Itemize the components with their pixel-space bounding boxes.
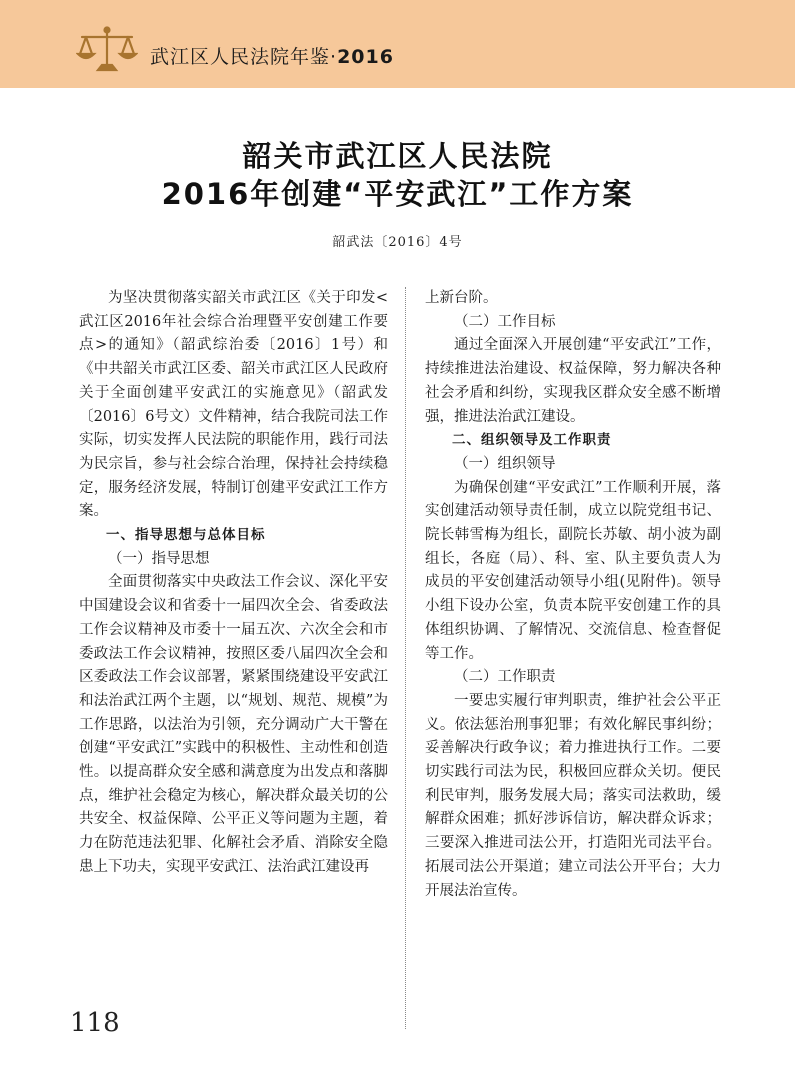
document-number: 韶武法〔2016〕4号 bbox=[332, 235, 463, 250]
continued-paragraph: 上新台阶。 bbox=[425, 290, 498, 306]
yearbook-name: 武江区人民法院年鉴 bbox=[150, 46, 331, 68]
yearbook-title bbox=[150, 42, 394, 69]
title-separator: · bbox=[330, 46, 338, 68]
subheading-work-goals: （二）工作目标 bbox=[454, 313, 556, 330]
section-heading-guiding-principles: 一、指导思想与总体目标 bbox=[106, 527, 266, 544]
work-goals-paragraph: 通过全面深入开展创建“平安武江”工作，持续推进法治建设、权益保障，努力解决各种社会矛盾和纠纷，实现我区群众安全感不断增强，推进法治武江建设。 bbox=[425, 337, 721, 425]
column-divider bbox=[405, 287, 406, 1029]
document-title-line2: 2016年创建“平安武江”工作方案 bbox=[161, 177, 634, 211]
responsibilities-paragraph: 一要忠实履行审判职责，维护社会公平正义。依法惩治刑事犯罪；有效化解民事纠纷；妥善解决行政争议；着力推进执行工作。二要切实践行司法为民，积极回应群众关切。便民利民审判，服务发展大局；落实司法救助，缓解群众困难；抓好涉诉信访，解决群众诉求；三要深入推进司法公开，打造阳光司法平台。拓展司法公开渠道；建立司法公开平台；大力开展法治宣传。 bbox=[425, 692, 721, 899]
scales-of-justice-icon bbox=[76, 24, 138, 76]
page-header bbox=[0, 0, 795, 88]
guiding-ideology-paragraph: 全面贯彻落实中央政法工作会议、深化平安中国建设会议和省委十一届四次全会、省委政法工作会议精神及市委十一届五次、六次全会和市委政法工作会议精神，按照区委八届四次全会和区委政法工作会议部署，紧紧围绕建设平安武江和法治武江两个主题，以“规划、规范、规模”为工作思路，以法治为引领，充分调动广大干警在创建“平安武江”实践中的积极性、主动性和创造性。以提高群众安全感和满意度为出发点和落脚点，维护社会稳定为核心，解决群众最关切的公共安全、权益保障、公平正义等问题为主题，着力在防范违法犯罪、化解社会矛盾、消除安全隐患上下功夫，实现平安武江、法治武江建设再 bbox=[79, 574, 388, 875]
leadership-paragraph: 为确保创建“平安武江”工作顺利开展，落实创建活动领导责任制，成立以院党组书记、院长韩雪梅为组长，副院长苏敏、胡小波为副组长，各庭（局）、科、室、队主要负责人为成员的平安创建活动领导小组(见附件)。领导小组下设办公室，负责本院平安创建工作的具体组织协调、了解情况、交流信息、检查督促等工作。 bbox=[425, 479, 721, 662]
document-title-line1: 韶关市武江区人民法院 bbox=[242, 139, 553, 173]
intro-paragraph: 为坚决贯彻落实韶关市武江区《关于印发<武江区2016年社会综合治理暨平安创建工作要点>的通知》（韶武综治委〔2016〕1号）和《中共韶关市武江区委、韶关市武江区人民政府关于全面创建平安武江的实施意见》（韶武发〔2016〕6号文）文件精神，结合我院司法工作实际，切实发挥人民法院的职能作用，践行司法为民宗旨，参与社会综合治理，保持社会持续稳定，服务经济发展，特制订创建平安武江工作方案。 bbox=[79, 290, 388, 520]
right-column bbox=[425, 287, 721, 903]
yearbook-year: 2016 bbox=[337, 46, 394, 68]
section-heading-organization: 二、组织领导及工作职责 bbox=[452, 432, 612, 449]
left-column bbox=[79, 287, 388, 880]
subheading-guiding-ideology: （一）指导思想 bbox=[108, 550, 210, 567]
subheading-leadership: （一）组织领导 bbox=[454, 455, 556, 472]
subheading-responsibilities: （二）工作职责 bbox=[454, 669, 556, 686]
page-number: 118 bbox=[70, 1008, 120, 1038]
